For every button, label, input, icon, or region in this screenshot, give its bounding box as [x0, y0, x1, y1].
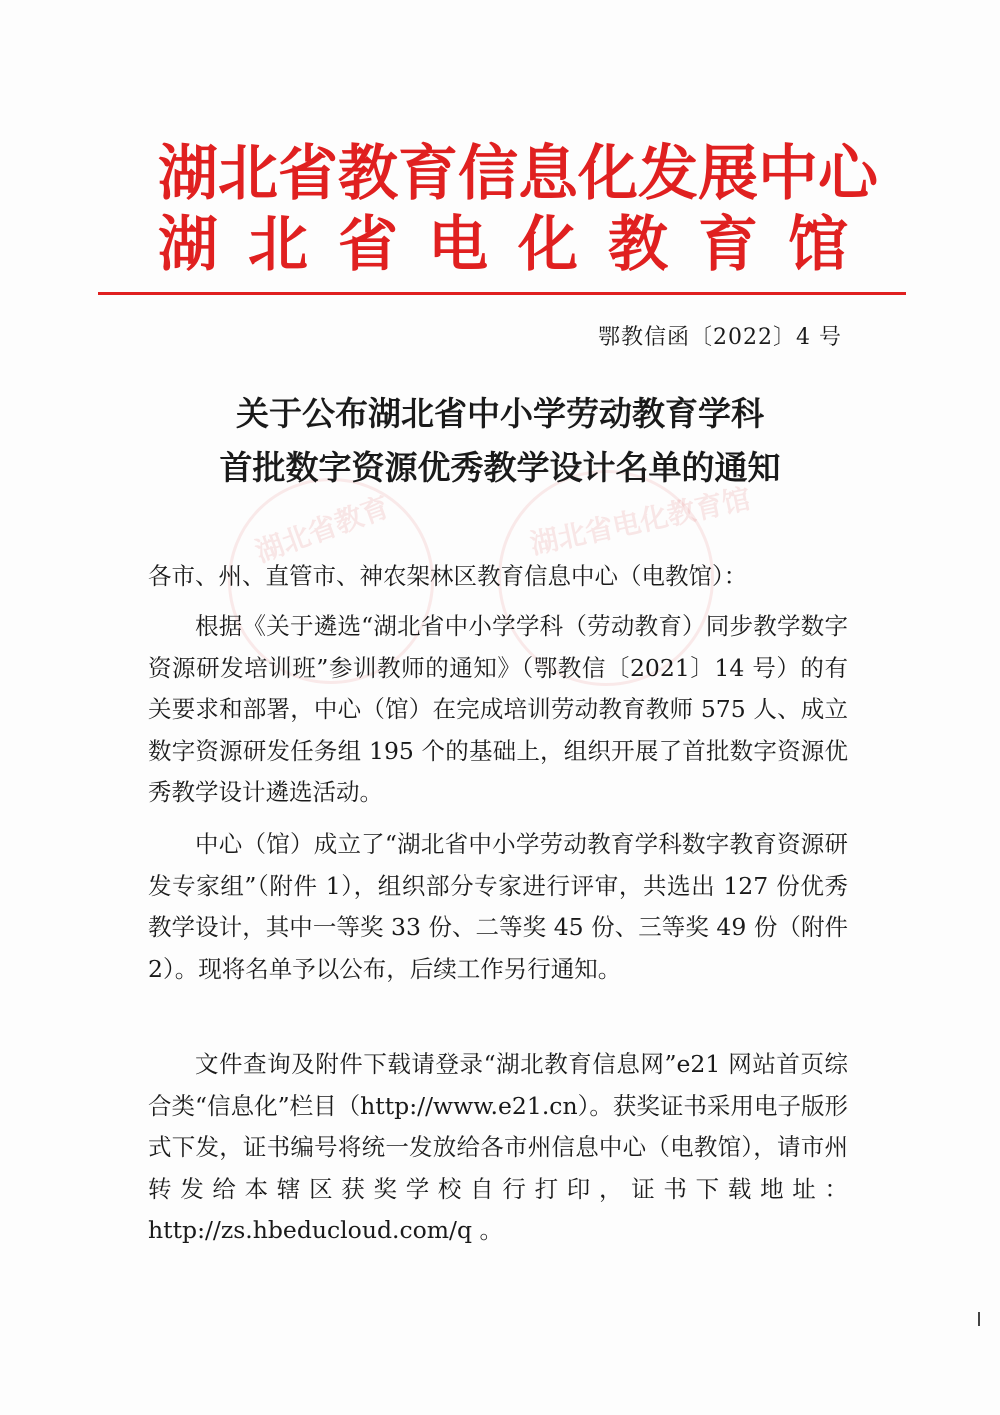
org-name-line-1: 湖北省教育信息化发展中心 — [158, 139, 878, 209]
seal-stamp-1-text: 湖北省教育 — [251, 489, 394, 569]
body-paragraph-3-block — [148, 1044, 848, 1252]
header-divider — [98, 292, 906, 295]
body-paragraph-3: 文件查询及附件下载请登录“湖北教育信息网”e21 网站首页综合类“信息化”栏目（http://www.e21.cn）。获奖证书采用电子版形式下发，证书编号将统一发放给各市州信息中心（电教馆），请市州转发给本辖区获奖学校自行打印，证书下载地址：http://zs.hbeducloud.com/q 。 — [148, 1050, 848, 1244]
body-paragraph-1-block — [148, 606, 848, 814]
document-title-line-2: 首批数字资源优秀教学设计名单的通知 — [219, 448, 781, 487]
seal-stamp-2-text: 湖北省电化教育馆 — [527, 482, 754, 561]
body-paragraph-2: 中心（馆）成立了“湖北省中小学劳动教育学科数字教育资源研发专家组”（附件 1），组织部分专家进行评审，共选出 127 份优秀教学设计，其中一等奖 33 份、二等奖 45 份、三等奖 49 份（附件 2）。现将名单予以公布，后续工作另行通知。 — [148, 830, 848, 983]
body-paragraph-1: 根据《关于遴选“湖北省中小学学科（劳动教育）同步教学数字资源研发培训班”参训教师的通知》（鄂教信〔2021〕14 号）的有关要求和部署，中心（馆）在完成培训劳动教育教师 575 人、成立数字资源研发任务组 195 个的基础上，组织开展了首批数字资源优秀教学设计遴选活动。 — [148, 612, 848, 806]
document-title-line-1: 关于公布湖北省中小学劳动教育学科 — [236, 394, 764, 433]
salutation: 各市、州、直管市、神农架林区教育信息中心（电教馆）： — [148, 562, 748, 590]
org-name-line-2: 湖北省电化教育馆 — [158, 210, 848, 280]
scan-edge-mark — [978, 1312, 980, 1326]
body-paragraph-2-block — [148, 824, 848, 990]
document-number: 鄂教信函〔2022〕4 号 — [598, 325, 842, 350]
